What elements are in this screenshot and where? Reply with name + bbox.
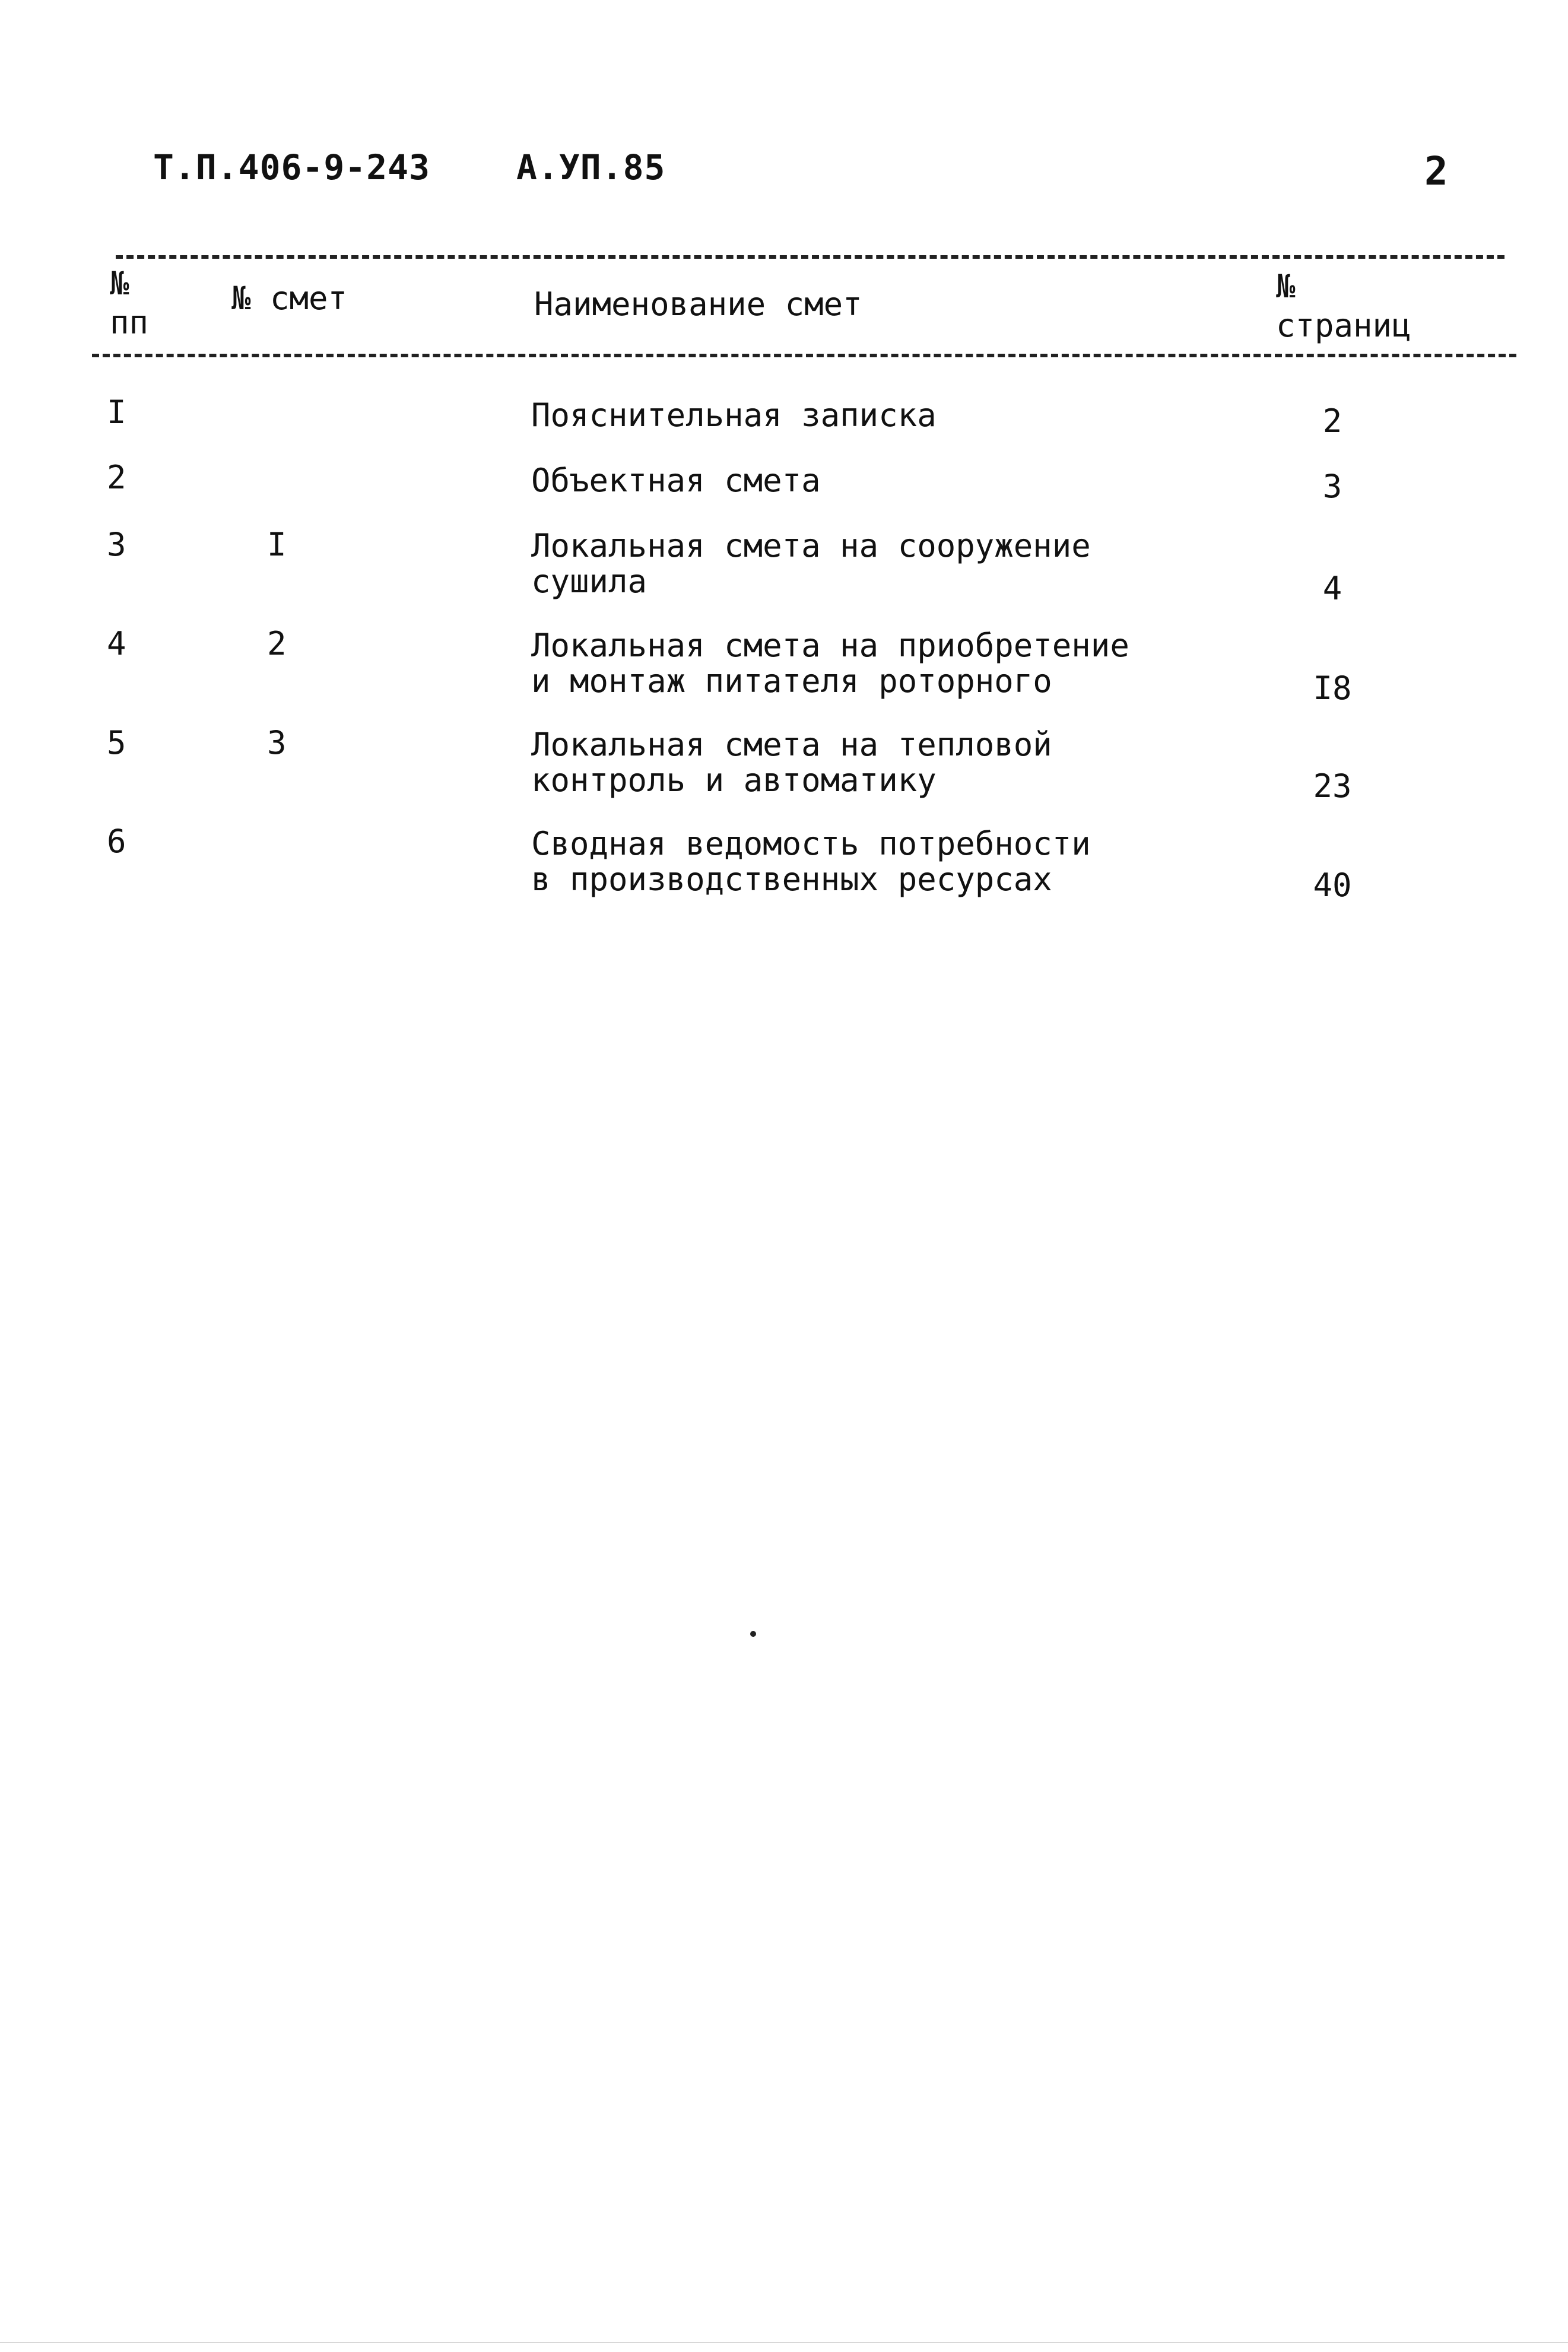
column-header-page-line1: № <box>1276 268 1296 305</box>
row-5-page: 23 <box>1313 767 1352 805</box>
row-3-number: 3 <box>107 526 126 563</box>
row-6-name-line2: в производственных ресурсах <box>531 861 1052 898</box>
row-2-estimate-name <box>531 463 821 499</box>
row-1-name-line1: Пояснительная записка <box>531 396 937 434</box>
row-3-name-line1: Локальная смета на сооружение <box>531 527 1091 564</box>
column-header-page-line2: страниц <box>1276 307 1411 344</box>
row-3-page: 4 <box>1322 570 1342 607</box>
row-4-estimate-name <box>531 628 1129 699</box>
row-2-name-line1: Объектная смета <box>531 462 821 499</box>
row-4-number: 4 <box>107 625 126 662</box>
column-header-page <box>1276 267 1411 345</box>
row-3-estimate-name <box>531 528 1091 599</box>
column-header-number <box>110 264 148 342</box>
row-1-estimate-name <box>531 398 937 433</box>
row-6-page: 40 <box>1313 866 1352 904</box>
row-1-number: I <box>107 393 126 431</box>
row-5-name-line2: контроль и автоматику <box>531 761 937 799</box>
column-header-number-line1: № <box>110 265 129 302</box>
row-4-estimate-number: 2 <box>267 625 287 662</box>
row-2-number: 2 <box>107 459 126 496</box>
row-5-name-line1: Локальная смета на тепловой <box>531 726 1052 763</box>
row-3-name-line2: сушила <box>531 563 647 600</box>
row-6-number: 6 <box>107 823 126 860</box>
row-5-estimate-number: 3 <box>267 724 287 761</box>
column-header-number-line2: пп <box>110 304 149 341</box>
row-6-estimate-name <box>531 826 1091 897</box>
stray-dot <box>750 1631 756 1637</box>
scan-bottom-edge <box>0 2342 1568 2343</box>
column-header-estimate-name: Наименование смет <box>534 285 862 323</box>
row-2-page: 3 <box>1322 468 1342 505</box>
row-5-estimate-name <box>531 727 1052 798</box>
row-1-page: 2 <box>1322 402 1342 440</box>
row-6-name-line1: Сводная ведомость потребности <box>531 825 1091 862</box>
table-header-rule <box>92 354 1516 357</box>
album-code: А.УП.85 <box>516 147 666 188</box>
row-5-number: 5 <box>107 724 126 761</box>
column-header-estimate-number: № смет <box>231 280 348 317</box>
document-code: Т.П.406-9-243 <box>153 147 430 188</box>
row-4-page: I8 <box>1313 669 1352 707</box>
page-number: 2 <box>1424 148 1449 194</box>
row-3-estimate-number: I <box>267 526 287 563</box>
row-4-name-line1: Локальная смета на приобретение <box>531 627 1129 664</box>
row-4-name-line2: и монтаж питателя роторного <box>531 662 1052 700</box>
table-top-rule <box>116 255 1504 259</box>
